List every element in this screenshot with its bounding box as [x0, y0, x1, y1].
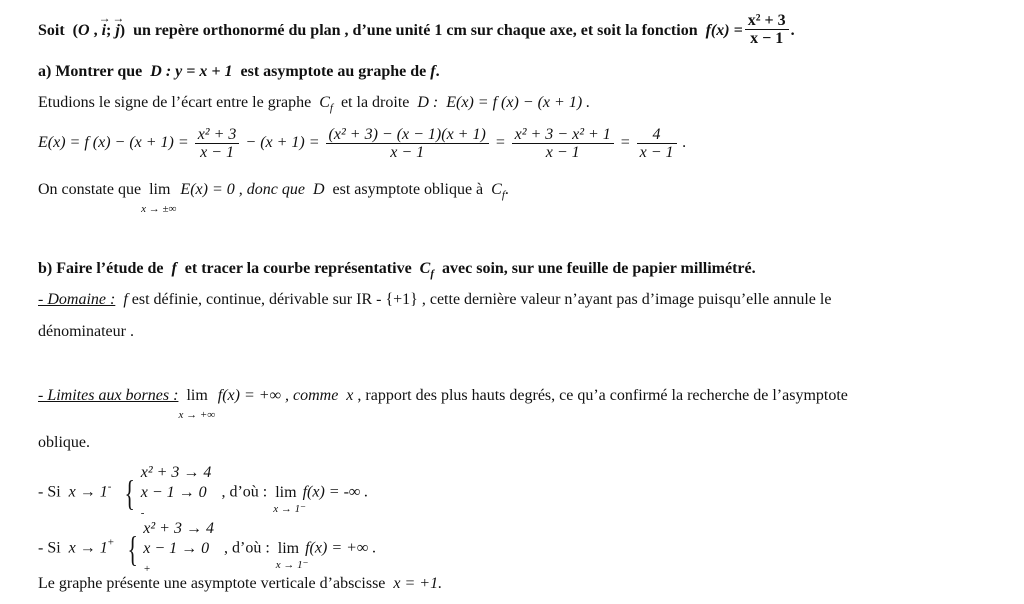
part-b-cf: C	[419, 260, 431, 277]
etudions-text: Etudions le signe de l’écart entre le graphe	[38, 94, 312, 111]
intro-end: .	[790, 22, 795, 40]
fraction-4	[637, 126, 677, 161]
si2-limit-operator	[275, 539, 309, 571]
part-a-heading-start: a) Montrer que	[38, 63, 143, 80]
conclusion-equation: x = +1.	[393, 575, 443, 592]
si2-exp: +	[107, 536, 114, 549]
etudions-mid: et la droite	[340, 94, 410, 111]
part-b-cf-sub: f	[430, 268, 435, 280]
cf-symbol: C	[319, 94, 330, 111]
repere-open: (	[72, 22, 78, 40]
si2-result: f(x) = +∞ .	[305, 539, 377, 557]
system-2	[143, 519, 214, 579]
fraction-2-num: (x² + 3) − (x − 1)(x + 1)	[326, 126, 489, 144]
brace-1: {	[124, 473, 136, 513]
limites-label: - Limites aux bornes :	[38, 387, 179, 404]
brace-2: {	[127, 529, 138, 569]
si2-lim-subscript: x → 1⁻	[275, 558, 309, 571]
eq-equals-1: =	[494, 134, 506, 152]
system-1-line-2-exp: -	[140, 507, 145, 519]
limit-operator	[141, 180, 177, 215]
limites-limit-operator	[178, 386, 216, 421]
system-2-line-2-text: x − 1 → 0	[143, 540, 210, 557]
fraction-1-den: x − 1	[200, 144, 234, 161]
fraction-3-num: x² + 3 − x² + 1	[512, 126, 614, 144]
part-b-heading-start: b) Faire l’étude de	[38, 260, 164, 277]
domaine-cont-line	[38, 322, 134, 342]
constat-line	[38, 180, 509, 215]
limites-x: x	[346, 387, 354, 404]
si2-dou: , d’où :	[223, 539, 270, 557]
system-2-line-2	[143, 539, 214, 579]
lim-text: lim	[149, 181, 171, 198]
system-1-line-2-text: x − 1 → 0	[140, 484, 207, 501]
system-2-line-1: x² + 3 → 4	[143, 520, 214, 537]
vector-i: → i	[102, 21, 106, 41]
intro-text: un repère orthonormé du plan , d’une unité 1 cm sur chaque axe, et soit la fonction	[133, 22, 698, 40]
part-a-heading-end: est asymptote au graphe de	[240, 63, 427, 80]
constat-end: est asymptote oblique à	[332, 181, 484, 198]
constat-mid: E(x) = 0 , donc que	[180, 181, 305, 198]
f-denominator: x − 1	[750, 30, 784, 47]
vector-j: → j	[115, 21, 119, 41]
limites-lim-subscript: x → +∞	[178, 409, 216, 421]
fraction-4-num: 4	[637, 126, 677, 144]
repere-close: )	[119, 22, 126, 40]
constat-start: On constate que	[38, 181, 142, 198]
si1-x: x → 1	[68, 483, 108, 501]
si1-dou: , d’où :	[221, 483, 268, 501]
domaine-line	[38, 290, 831, 310]
si1-result: f(x) = -∞ .	[302, 483, 369, 501]
etudions-line	[38, 93, 590, 118]
si1-limit-operator	[273, 483, 306, 515]
eq-equals-2: =	[619, 134, 631, 152]
limites-line	[38, 386, 848, 421]
asymptote-equation: D : y = x + 1	[150, 63, 233, 80]
fraction-4-den: x − 1	[639, 144, 674, 161]
fraction-2-den: x − 1	[390, 144, 425, 161]
d-label: D :	[417, 94, 439, 111]
si-1-minus-line	[38, 463, 368, 523]
fraction-3	[512, 126, 614, 161]
cf-symbol-2: C	[491, 181, 502, 198]
part-a-dot: .	[435, 63, 440, 80]
fraction-3-den: x − 1	[545, 144, 580, 161]
domaine-f: f	[123, 291, 128, 308]
si-1-plus-line	[38, 519, 376, 579]
eq-lhs: E(x) = f (x) − (x + 1) =	[38, 134, 189, 152]
conclusion-text: Le graphe présente une asymptote verticale d’abscisse	[38, 575, 386, 592]
f-numerator: x² + 3	[745, 12, 789, 30]
eq-mid: − (x + 1) =	[245, 134, 320, 152]
limites-expr: f(x) = +∞ , comme	[217, 387, 339, 404]
repere-comma: ,	[93, 22, 98, 40]
equation-line	[38, 126, 687, 161]
si1-start: - Si	[38, 483, 61, 501]
domaine-cont: dénominateur .	[38, 323, 134, 340]
limites-lim-text: lim	[186, 387, 208, 404]
fraction-1-num: x² + 3	[195, 126, 240, 144]
part-a-heading	[38, 62, 440, 82]
repere-semicolon: ;	[106, 22, 112, 40]
d-symbol: D	[312, 181, 325, 198]
f-definition-label: f(x) =	[705, 22, 743, 40]
cf-subscript-2: f	[501, 189, 505, 201]
origin-O: O	[78, 22, 90, 40]
limites-cont: oblique.	[38, 434, 90, 451]
intro-soit: Soit	[38, 22, 65, 40]
eq-end: .	[682, 134, 687, 152]
system-2-line-2-exp: +	[143, 563, 151, 575]
part-b-heading-end: avec soin, sur une feuille de papier millimétré.	[442, 260, 756, 277]
si2-lim-text: lim	[277, 539, 300, 557]
si2-start: - Si	[38, 539, 61, 557]
system-1	[141, 463, 212, 523]
part-b-f: f	[171, 260, 177, 277]
limites-text: , rapport des plus hauts degrés, ce qu’a confirmé la recherche de l’asymptote	[357, 387, 848, 404]
part-b-heading-mid: et tracer la courbe représentative	[184, 260, 412, 277]
conclusion-line	[38, 574, 442, 594]
limites-cont-line	[38, 433, 90, 453]
domaine-label: - Domaine :	[38, 291, 116, 308]
constat-dot: .	[504, 181, 509, 198]
si2-x: x → 1	[68, 539, 108, 557]
fraction-2	[326, 126, 489, 161]
lim-subscript: x → ±∞	[141, 203, 177, 215]
system-1-line-2	[141, 483, 212, 523]
system-1-line-1: x² + 3 → 4	[140, 464, 212, 481]
domaine-text: est définie, continue, dérivable sur IR - {+1} , cette dernière valeur n’ayant pas d’image puisqu’elle annule le	[131, 291, 832, 308]
si1-lim-text: lim	[275, 483, 297, 501]
part-b-heading	[38, 259, 756, 284]
intro-line	[38, 14, 795, 49]
si1-lim-subscript: x → 1⁻	[273, 502, 306, 515]
e-definition: E(x) = f (x) − (x + 1) .	[446, 94, 591, 111]
part-a-f: f	[430, 63, 436, 80]
cf-subscript: f	[329, 102, 333, 114]
f-fraction	[745, 12, 789, 47]
fraction-1	[195, 126, 240, 161]
si1-exp: -	[107, 480, 112, 493]
